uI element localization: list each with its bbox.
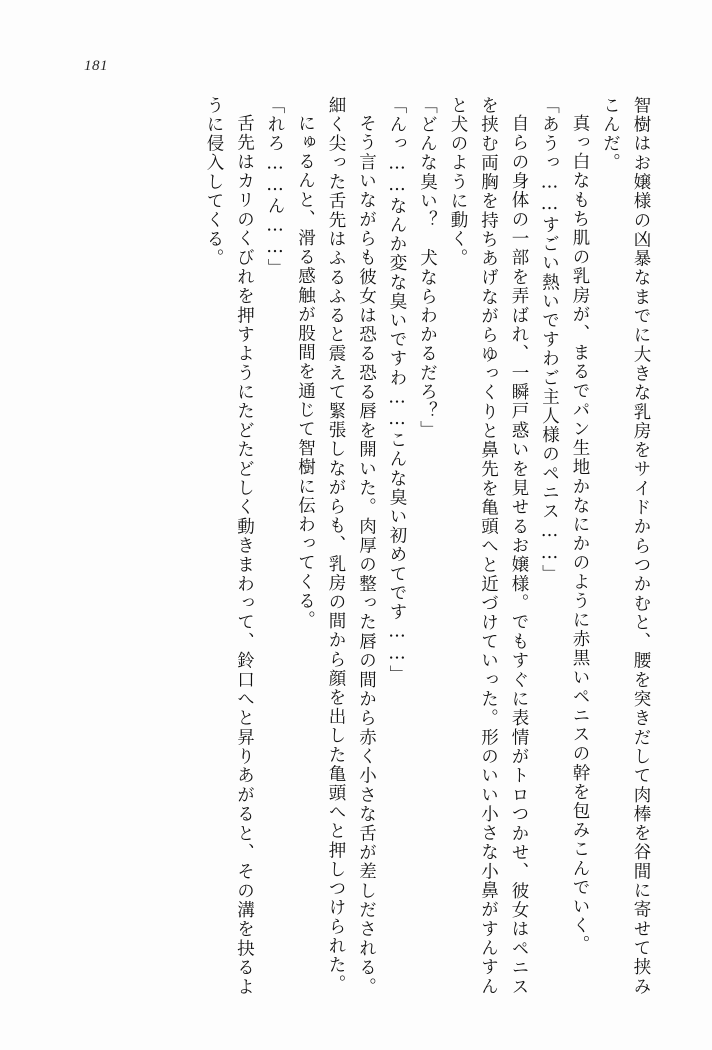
page-number: 181	[84, 58, 108, 74]
paragraph: 真っ白なもち肌の乳房が、まるでパン生地かなにかのように赤黒いペニスの幹を包みこんでいく。	[570, 113, 590, 954]
vertical-text-body	[96, 96, 656, 996]
paragraph: 「あうっ……すごい熱いですわご主人様のペニス……」	[539, 96, 560, 584]
paragraph: 智樹はお嬢様の凶暴なまでに大きな乳房をサイドからつかむと、腰を突きだして肉棒を谷間に寄せて挟みこんだ。	[600, 96, 651, 996]
paragraph: 「んっ……なんか変な臭いですわ……こんな臭い初めてです……」	[387, 96, 407, 684]
paragraph: にゅるんと、滑る感触が股間を通じて智樹に伝わってくる。	[295, 113, 316, 630]
paragraph: 「れろ……ん……」	[265, 96, 285, 278]
paragraph: そう言いながらも彼女は恐る恐る唇を開いた。肉厚の整った唇の間から赤く小さな舌が差しだされる。細く尖った舌先はふるふると震えて緊張しながらも、乳房の間から顔を出した亀頭へと押しつけられた。	[326, 96, 377, 996]
paragraph: 「どんな臭い？ 犬ならわかるだろ？」	[417, 96, 438, 440]
paragraph: 自らの身体の一部を弄ばれ、一瞬戸惑いを見せるお嬢様。でもすぐに表情がトロつかせ、彼女はペニスを挟む両胸を持ちあげながらゆっくりと鼻先を亀頭へと近づけていった。形のいい小さな小鼻がすんすんと犬のように動く。	[448, 96, 529, 996]
paragraph: 舌先はカリのくびれを押すようにたどたどしく動きまわって、鈴口へと昇りあがると、その溝を抉るように侵入してくる。	[204, 96, 255, 996]
